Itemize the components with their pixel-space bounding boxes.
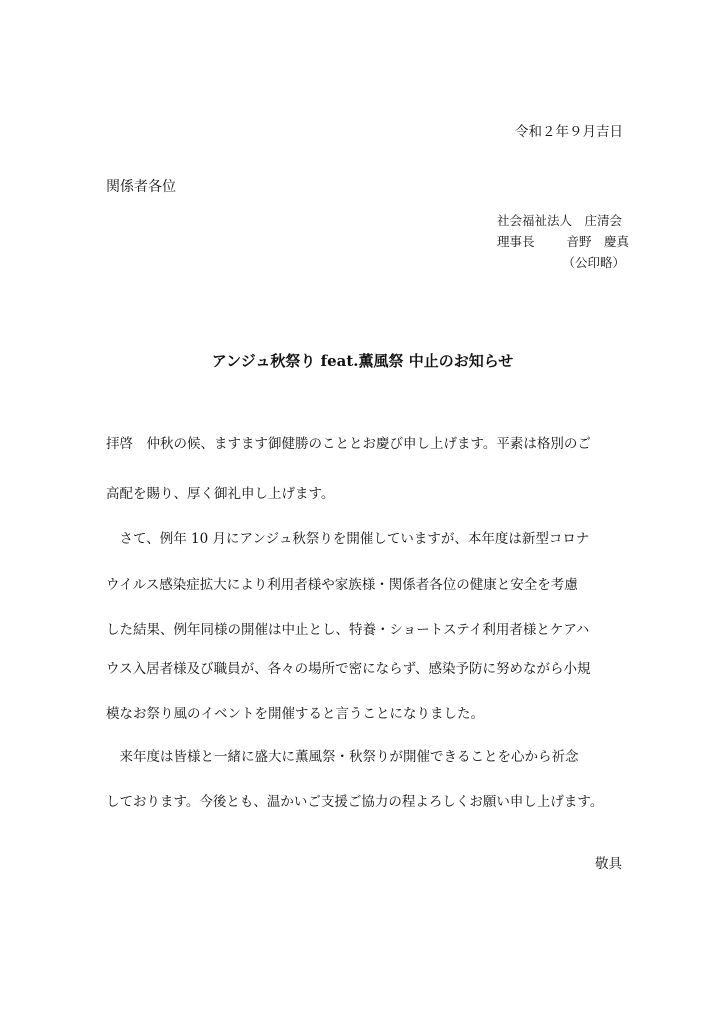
sender-name: 音野 慶真 <box>566 234 630 249</box>
body-line: ウス入居者様及び職員が、各々の場所で密にならず、感染予防に努めながら小規 <box>106 661 591 677</box>
sender-organization: 社会福祉法人 庄清会 <box>497 213 623 228</box>
body-line: 来年度は皆様と一緒に盛大に薫風祭・秋祭りが開催できることを心から祈念 <box>106 749 579 765</box>
date: 令和２年９月吉日 <box>515 124 623 140</box>
body-line: さて、例年 10 月にアンジュ秋祭りを開催していますが、本年度は新型コロナ <box>106 531 590 547</box>
body-line: 模なお祭り風のイベントを開催すると言うことになりました。 <box>106 706 484 722</box>
body-line: しております。今後とも、温かいご支援ご協力の程よろしくお願い申し上げます。 <box>106 794 604 810</box>
body-line: 高配を賜り、厚く御礼申し上げます。 <box>106 486 335 502</box>
body-line: 拝啓 仲秋の候、ますます御健勝のこととお慶び申し上げます。平素は格別のご <box>106 436 591 452</box>
body-line: した結果、例年同様の開催は中止とし、特養・ショートステイ利用者様とケアハ <box>106 622 590 638</box>
closing: 敬具 <box>595 856 622 872</box>
sender-title: 理事長 <box>497 234 535 249</box>
seal-note: （公印略） <box>562 255 625 270</box>
sender-title-name <box>497 233 629 251</box>
addressee: 関係者各位 <box>106 179 176 195</box>
body-line: ウイルス感染症拡大により利用者様や家族様・関係者各位の健康と安全を考慮 <box>106 577 578 593</box>
notice-title: アンジュ秋祭り feat.薫風祭 中止のお知らせ <box>211 352 514 370</box>
